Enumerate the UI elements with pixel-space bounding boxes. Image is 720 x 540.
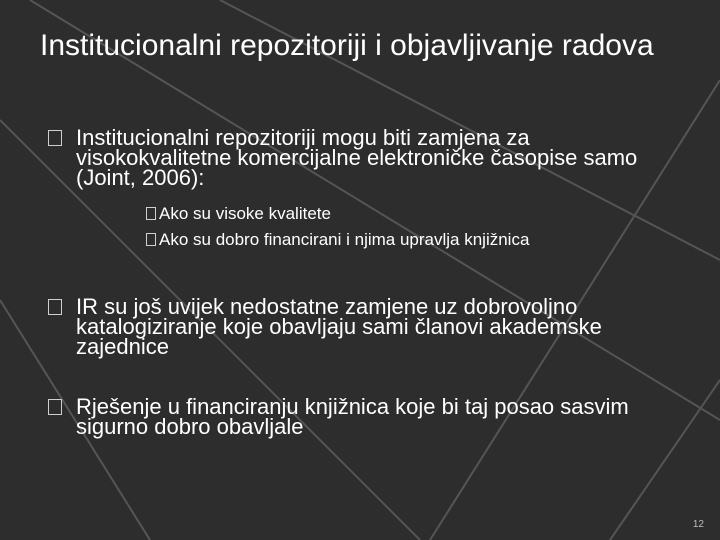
bullet-marker-icon [48, 130, 62, 146]
bullet-item [48, 294, 668, 359]
bullet-marker-icon [48, 399, 62, 415]
sub-bullet-text: Ako su dobro financirani i njima upravlja knjižnica [159, 230, 530, 249]
bullet-item [48, 394, 668, 439]
bullet-text: Institucionalni repozitoriji mogu biti zamjena za visokokvalitetne komercijalne elektroničke časopise samo (Joint, 2006): [76, 125, 638, 190]
sub-bullet-marker-icon [146, 233, 156, 246]
bullet-item [48, 125, 668, 190]
slide-title: Institucionalni repozitoriji i objavljivanje radova [40, 29, 654, 62]
sub-bullet-item [146, 205, 576, 222]
page-number: 12 [692, 519, 704, 530]
bullet-text: Rješenje u financiranju knjižnica koje bi taj posao sasvim sigurno dobro obavljale [76, 394, 629, 439]
sub-bullet-item [146, 231, 576, 248]
bullet-marker-icon [48, 299, 62, 315]
bullet-text: IR su još uvijek nedostatne zamjene uz dobrovoljno katalogiziranje koje obavljaju sami članovi akademske zajednice [76, 294, 602, 359]
sub-bullet-marker-icon [146, 207, 156, 220]
sub-bullet-text: Ako su visoke kvalitete [159, 204, 331, 223]
